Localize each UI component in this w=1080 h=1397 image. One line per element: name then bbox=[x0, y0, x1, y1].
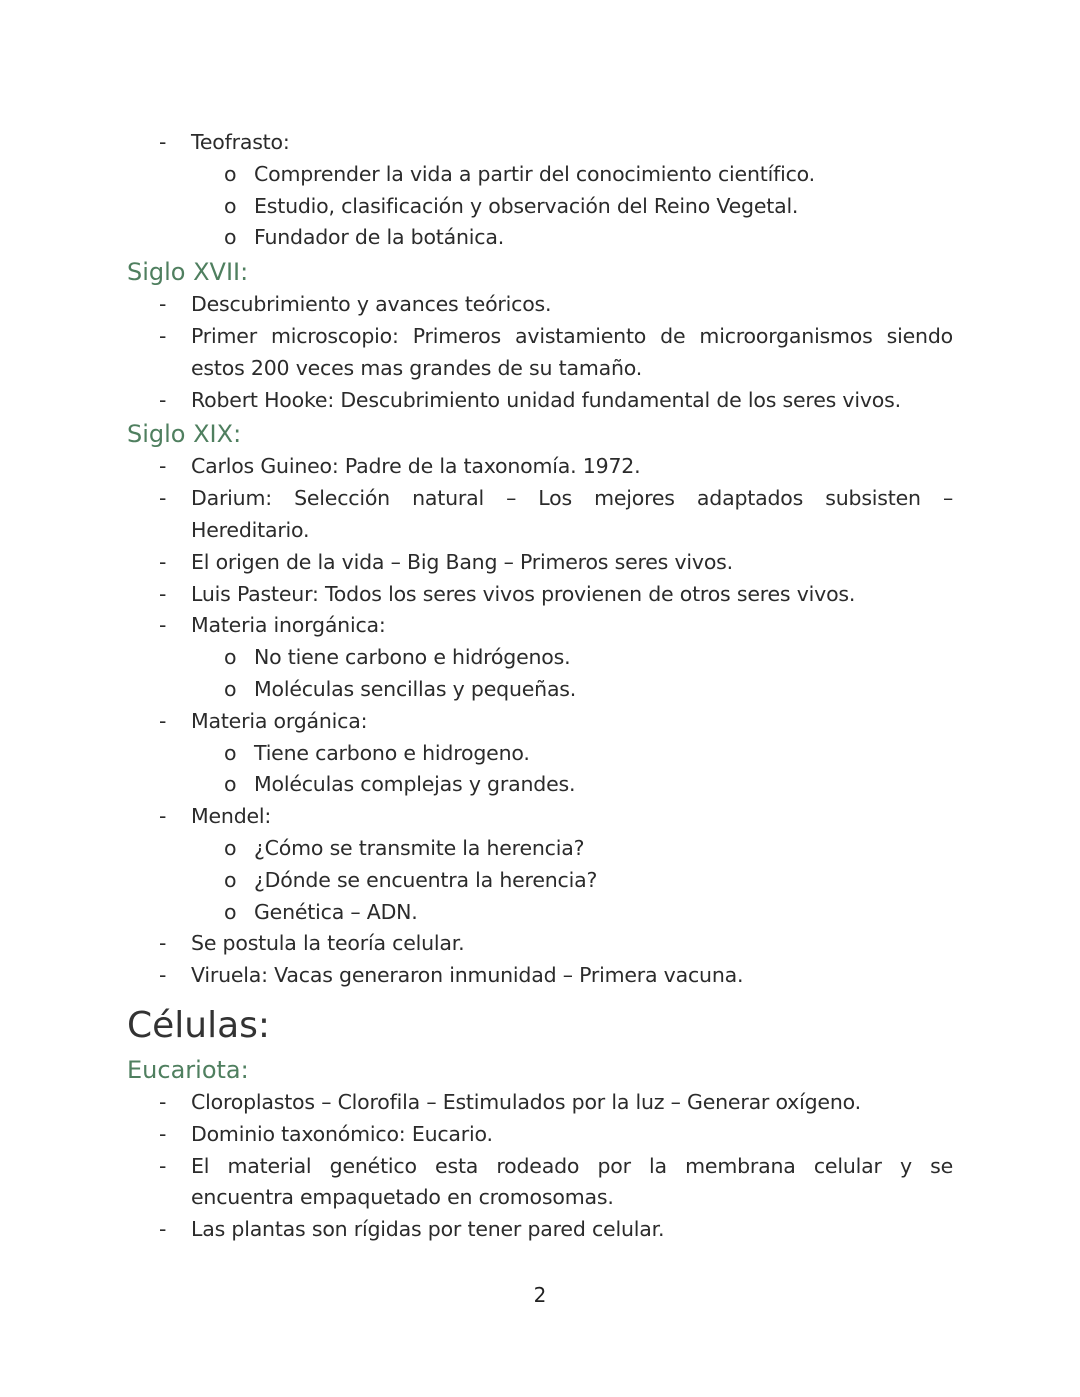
list-item bbox=[127, 321, 953, 353]
sub-list-item bbox=[127, 833, 953, 865]
sub-list-item bbox=[127, 769, 953, 801]
dash-bullet: - bbox=[159, 1121, 167, 1146]
sub-item-text: Fundador de la botánica. bbox=[254, 225, 505, 250]
section-teofrasto bbox=[127, 127, 953, 254]
list-item bbox=[127, 928, 953, 960]
sub-list-item bbox=[127, 674, 953, 706]
dash-bullet: - bbox=[159, 323, 167, 348]
list-item-text: Primer microscopio: Primeros avistamiento de microorganismos siendo bbox=[191, 323, 953, 348]
list-item bbox=[127, 579, 953, 611]
dash-bullet: - bbox=[159, 130, 167, 154]
list-item bbox=[127, 289, 953, 321]
list-item-text: Carlos Guineo: Padre de la taxonomía. 1972. bbox=[191, 454, 641, 479]
circle-bullet: o bbox=[224, 867, 237, 892]
sub-item-text: Moléculas sencillas y pequeñas. bbox=[254, 676, 577, 701]
sub-item-text: Estudio, clasificación y observación del Reino Vegetal. bbox=[254, 193, 799, 218]
list-item-text: Robert Hooke: Descubrimiento unidad fundamental de los seres vivos. bbox=[191, 387, 901, 412]
circle-bullet: o bbox=[224, 740, 237, 765]
list-item-text: Viruela: Vacas generaron inmunidad – Primera vacuna. bbox=[191, 963, 744, 988]
list-item-text: Mendel: bbox=[191, 804, 272, 829]
list-item-text: El material genético esta rodeado por la membrana celular y se bbox=[191, 1153, 953, 1178]
list-item bbox=[127, 1087, 953, 1119]
dash-bullet: - bbox=[159, 292, 167, 317]
sub-list-item bbox=[127, 642, 953, 674]
list-item-text: Las plantas son rígidas por tener pared celular. bbox=[191, 1217, 665, 1242]
list-item-text: Materia orgánica: bbox=[191, 708, 368, 733]
dash-bullet: - bbox=[159, 931, 167, 956]
list-item-text: Darium: Selección natural – Los mejores adaptados subsisten – bbox=[191, 486, 953, 511]
dash-bullet: - bbox=[159, 549, 167, 574]
list-item-text: Luis Pasteur: Todos los seres vivos provienen de otros seres vivos. bbox=[191, 581, 856, 606]
sub-list-item bbox=[127, 865, 953, 897]
list-item-continuation bbox=[127, 353, 953, 385]
list-item-text: Descubrimiento y avances teóricos. bbox=[191, 292, 552, 317]
list-item bbox=[127, 706, 953, 738]
sub-list-item bbox=[127, 191, 953, 223]
dash-bullet: - bbox=[159, 454, 167, 479]
list-item-text: Dominio taxonómico: Eucario. bbox=[191, 1121, 493, 1146]
list-item bbox=[127, 610, 953, 642]
circle-bullet: o bbox=[224, 676, 237, 701]
circle-bullet: o bbox=[224, 193, 237, 218]
sub-item-text: No tiene carbono e hidrógenos. bbox=[254, 645, 571, 670]
sub-item-text: ¿Dónde se encuentra la herencia? bbox=[254, 867, 598, 892]
dash-bullet: - bbox=[159, 1217, 167, 1242]
dash-bullet: - bbox=[159, 486, 167, 511]
list-item bbox=[127, 1214, 953, 1246]
sub-list-item bbox=[127, 222, 953, 254]
main-heading: Células: bbox=[127, 1004, 271, 1046]
dash-bullet: - bbox=[159, 708, 167, 733]
circle-bullet: o bbox=[224, 772, 237, 797]
list-item bbox=[127, 1151, 953, 1183]
list-item bbox=[127, 483, 953, 515]
list-item-text: encuentra empaquetado en cromosomas. bbox=[191, 1185, 614, 1210]
sub-item-text: Tiene carbono e hidrogeno. bbox=[254, 740, 530, 765]
circle-bullet: o bbox=[224, 899, 237, 924]
list-item bbox=[127, 547, 953, 579]
list-item-continuation bbox=[127, 515, 953, 547]
list-item-continuation bbox=[127, 1182, 953, 1214]
sub-item-text: ¿Cómo se transmite la herencia? bbox=[254, 835, 585, 860]
circle-bullet: o bbox=[224, 645, 237, 670]
list-item bbox=[127, 385, 953, 417]
dash-bullet: - bbox=[159, 581, 167, 606]
section-eucariota bbox=[127, 1054, 953, 1246]
list-item-text: Se postula la teoría celular. bbox=[191, 931, 465, 956]
dash-bullet: - bbox=[159, 804, 167, 829]
dash-bullet: - bbox=[159, 1089, 167, 1114]
section-siglo-xix bbox=[127, 418, 953, 992]
dash-bullet: - bbox=[159, 387, 167, 412]
section-heading: Siglo XIX: bbox=[127, 420, 242, 449]
list-item-text: estos 200 veces mas grandes de su tamaño. bbox=[191, 355, 643, 380]
circle-bullet: o bbox=[224, 225, 237, 250]
section-heading: Eucariota: bbox=[127, 1055, 249, 1084]
list-item bbox=[127, 960, 953, 992]
list-item-text: Hereditario. bbox=[191, 517, 310, 542]
list-item bbox=[127, 1119, 953, 1151]
list-item bbox=[127, 801, 953, 833]
section-heading: Siglo XVII: bbox=[127, 258, 249, 287]
list-item bbox=[127, 127, 953, 159]
list-item-text: El origen de la vida – Big Bang – Primeros seres vivos. bbox=[191, 549, 733, 574]
page-content bbox=[127, 127, 953, 1246]
list-item-text: Cloroplastos – Clorofila – Estimulados por la luz – Generar oxígeno. bbox=[191, 1089, 861, 1114]
sub-item-text: Moléculas complejas y grandes. bbox=[254, 772, 576, 797]
dash-bullet: - bbox=[159, 1153, 167, 1178]
circle-bullet: o bbox=[224, 161, 237, 186]
sub-list-item bbox=[127, 897, 953, 929]
circle-bullet: o bbox=[224, 835, 237, 860]
list-item bbox=[127, 451, 953, 483]
sub-item-text: Genética – ADN. bbox=[254, 899, 418, 924]
sub-item-text: Comprender la vida a partir del conocimiento científico. bbox=[254, 161, 815, 186]
page-number: 2 bbox=[533, 1283, 547, 1307]
list-item-text: Teofrasto: bbox=[191, 130, 290, 154]
list-item-text: Materia inorgánica: bbox=[191, 613, 386, 638]
sub-list-item bbox=[127, 738, 953, 770]
dash-bullet: - bbox=[159, 613, 167, 638]
sub-list-item bbox=[127, 159, 953, 191]
section-siglo-xvii bbox=[127, 256, 953, 416]
dash-bullet: - bbox=[159, 963, 167, 988]
